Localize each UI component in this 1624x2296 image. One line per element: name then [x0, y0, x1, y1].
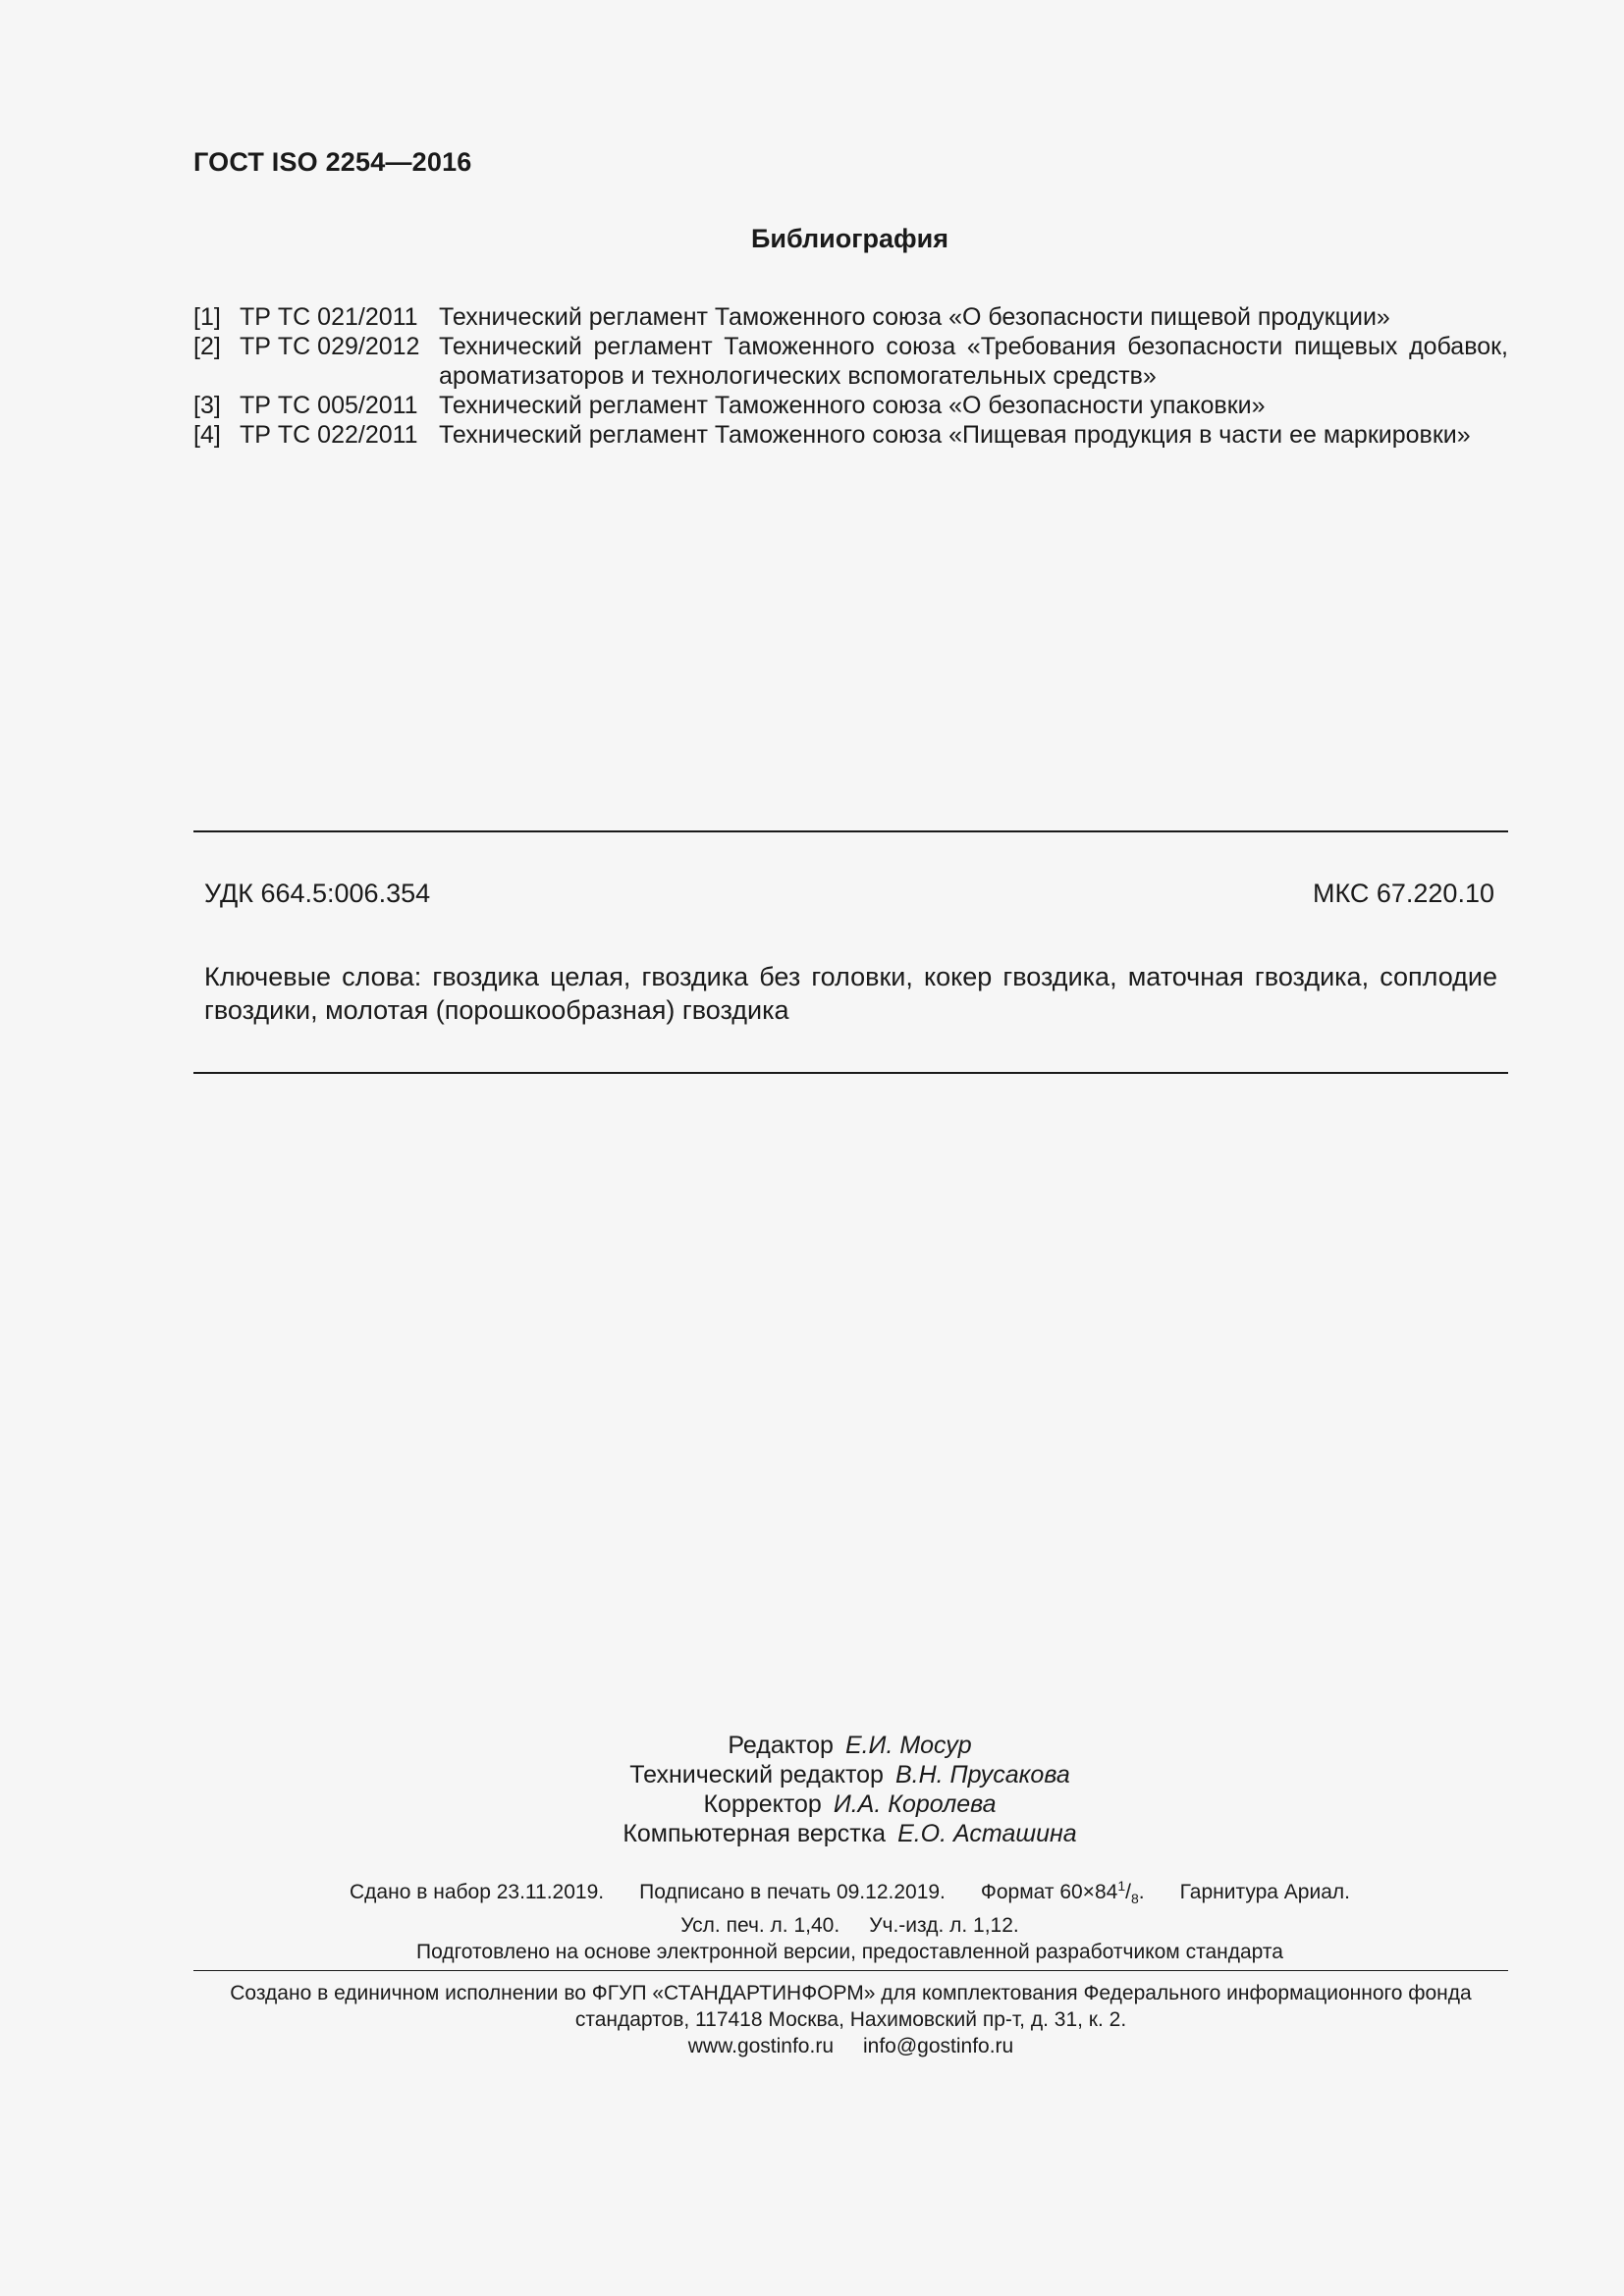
prepared-note: Подготовлено на основе электронной версии, предоставленной разработчиком стандарта	[416, 1941, 1283, 1964]
credit-role: Компьютерная верстка	[623, 1820, 887, 1847]
bibliography-item-number: [4]	[193, 421, 221, 449]
credit-line	[0, 1789, 1624, 1819]
bibliography-item-text: Технический регламент Таможенного союза «Требования безопасности пищевых добавок, ароматизаторов и технологических вспомогательных средств»	[439, 333, 1508, 390]
keywords: Ключевые слова: гвоздика целая, гвоздика без головки, кокер гвоздика, маточная гвоздика, соплодие гвоздики, молотая (порошкообразная) гвоздика	[204, 962, 1497, 1025]
bibliography-title: Библиография	[751, 224, 948, 253]
bibliography-item-code: ТР ТС 022/2011	[240, 421, 418, 449]
credit-person: В.Н. Прусакова	[894, 1761, 1070, 1789]
paper-format: Формат $60\times 84^1/_8$.	[980, 1878, 1145, 1907]
classification-top-divider	[193, 830, 1508, 832]
credit-person: И.А. Королева	[833, 1790, 997, 1818]
credit-role: Редактор	[728, 1732, 834, 1759]
footer-divider	[193, 1970, 1508, 1971]
website-link[interactable]: www.gostinfo.ru	[687, 2035, 834, 2057]
bibliography-item	[193, 420, 1508, 450]
bibliography-item-text: Технический регламент Таможенного союза «Пищевая продукция в части ее маркировки»	[439, 421, 1471, 449]
credit-line	[0, 1760, 1624, 1789]
bibliography-item-code: ТР ТС 005/2011	[240, 392, 418, 419]
publisher-footer	[193, 1980, 1508, 2059]
publisher-sheets: Уч.-изд. л. 1,12.	[869, 1914, 1019, 1938]
credit-role: Корректор	[703, 1790, 822, 1818]
typeface: Гарнитура Ариал.	[1179, 1881, 1350, 1903]
credit-line	[0, 1731, 1624, 1760]
print-info	[0, 1873, 1624, 1965]
editorial-credits	[0, 1731, 1624, 1848]
bibliography-item-number: [3]	[193, 392, 221, 419]
bibliography-list	[193, 302, 1508, 450]
printed-sheets: Усл. печ. л. 1,40.	[680, 1914, 840, 1938]
bibliography-item	[193, 302, 1508, 332]
email-link[interactable]: info@gostinfo.ru	[863, 2035, 1014, 2057]
bibliography-item-text: Технический регламент Таможенного союза «О безопасности пищевой продукции»	[439, 303, 1390, 331]
mks-code: МКС 67.220.10	[1312, 879, 1494, 908]
bibliography-item	[193, 391, 1508, 420]
publisher-note: Создано в единичном исполнении во ФГУП «СТАНДАРТИНФОРМ» для комплектования Федерального информационного фонда стандартов, 117418 Москва, Нахимовский пр-т, д. 31, к. 2.	[230, 1982, 1472, 2031]
udk-code: УДК 664.5:006.354	[204, 879, 431, 908]
bibliography-item-number: [2]	[193, 333, 221, 360]
print-info-line-2	[0, 1912, 1624, 1939]
credit-person: Е.И. Мосур	[844, 1732, 972, 1759]
typeset-date: Сдано в набор 23.11.2019.	[350, 1881, 605, 1903]
bibliography-item-code: ТР ТС 029/2012	[240, 333, 420, 360]
credit-person: Е.О. Асташина	[897, 1820, 1077, 1847]
classification-bottom-divider	[193, 1072, 1508, 1074]
bibliography-item-code: ТР ТС 021/2011	[240, 303, 418, 331]
bibliography-item-number: [1]	[193, 303, 221, 331]
bibliography-item-text: Технический регламент Таможенного союза «О безопасности упаковки»	[439, 392, 1266, 419]
bibliography-item	[193, 332, 1508, 391]
print-info-line-1	[0, 1873, 1624, 1912]
credit-line	[0, 1819, 1624, 1848]
signed-date: Подписано в печать 09.12.2019.	[639, 1881, 946, 1903]
publisher-contacts	[193, 2033, 1508, 2059]
standard-id-header: ГОСТ ISO 2254—2016	[193, 147, 472, 177]
credit-role: Технический редактор	[629, 1761, 884, 1789]
